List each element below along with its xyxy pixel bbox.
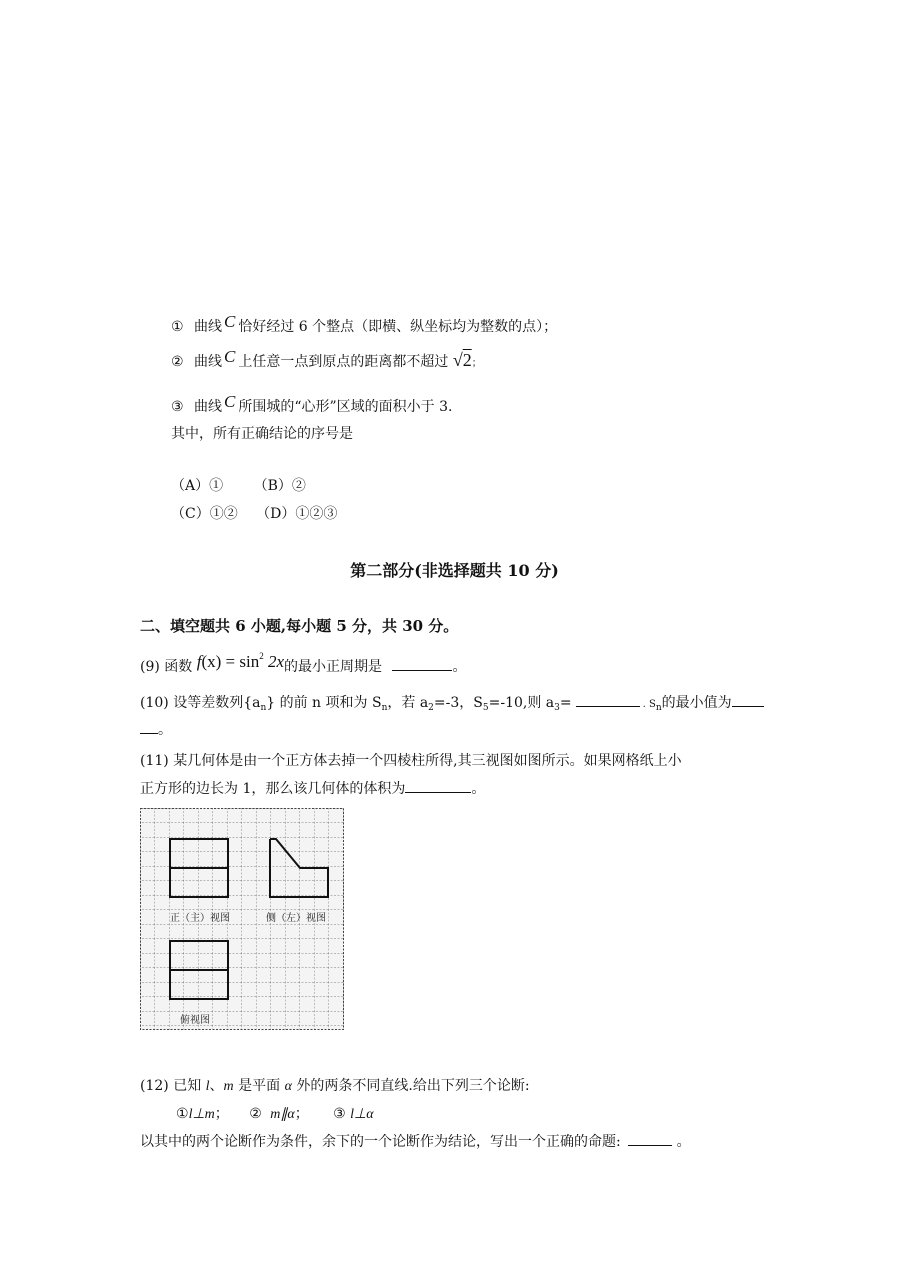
question-12-conditions <box>176 1104 374 1125</box>
math-var: C <box>224 392 236 411</box>
sqrt-expression: √2 <box>452 350 472 370</box>
q12-answer-blank[interactable] <box>628 1132 672 1146</box>
part2-title: 第二部分(非选择题共 10 分) <box>350 561 559 580</box>
q10-text: 的最小值为 <box>661 695 732 711</box>
q10-answer-blank-2-cont[interactable] <box>140 720 158 734</box>
q10-sub: n <box>655 703 662 713</box>
q12-text: 是平面 <box>233 1078 281 1094</box>
q12-var-m: m <box>223 1079 234 1094</box>
item-text: 曲线 <box>194 319 223 335</box>
question-12-line-1 <box>140 1076 530 1097</box>
q10-text: } 的前 n 项和为 S <box>266 695 382 711</box>
item-marker: ② <box>171 354 184 370</box>
item-end: ； <box>471 358 482 369</box>
q9-end: 。 <box>452 659 467 675</box>
q10-sub: 2 <box>428 703 434 713</box>
q10-text: ，若 a <box>387 695 429 711</box>
q10-sub: n <box>260 703 267 713</box>
condition-3: l⊥α <box>350 1107 374 1122</box>
q10-answer-blank-1[interactable] <box>576 693 640 707</box>
section2-heading: 二、填空题共 6 小题,每小题 5 分，共 30 分。 <box>140 617 459 635</box>
item-text: 曲线 <box>194 354 223 370</box>
question-12-line-3 <box>140 1132 691 1152</box>
question-11-line-2 <box>140 779 485 799</box>
q10-end: 。 <box>158 722 172 738</box>
condition-1: l⊥m <box>188 1107 215 1122</box>
option-b: （B）② <box>253 478 306 494</box>
q12-text: ； <box>214 1106 229 1122</box>
item-text: 上任意一点到原点的距离都不超过 <box>238 354 449 370</box>
q12-text: ； <box>294 1106 309 1122</box>
condition-3-marker: ③ <box>333 1106 346 1122</box>
sqrt-radicand: 2 <box>462 350 472 370</box>
three-view-figure <box>140 808 344 1030</box>
q12-text: (12) 已知 <box>140 1078 202 1094</box>
question-11-line-1: (11) 某几何体是由一个正方体去掉一个四棱柱所得,其三视图如图所示。如果网格纸上小 <box>140 753 682 769</box>
top-view-label: 俯视图 <box>180 1015 210 1026</box>
item-marker: ③ <box>171 399 184 415</box>
item-marker: ① <box>171 319 184 335</box>
q10-sub: n <box>381 703 388 713</box>
q12-text: 外的两条不同直线.给出下列三个论断: <box>291 1078 530 1094</box>
question-10 <box>140 693 764 718</box>
option-a: （A）① <box>171 478 224 494</box>
front-view-label: 正（主）视图 <box>170 913 230 924</box>
q8-prompt: 其中，所有正确结论的序号是 <box>171 426 353 442</box>
q9-text: 的最小正周期是 <box>284 659 383 675</box>
q10-text: . S <box>642 699 656 710</box>
side-view-label: 侧（左）视图 <box>266 913 326 924</box>
item-text: 所围城的“心形”区域的面积小于 3. <box>238 399 453 415</box>
three-view-svg <box>140 808 344 1030</box>
q9-answer-blank[interactable] <box>392 657 452 671</box>
q8-options-row-2 <box>171 504 337 524</box>
option-c: （C）①② <box>171 506 238 522</box>
condition-2: m∥α <box>270 1107 295 1122</box>
q8-item-2 <box>171 347 482 374</box>
q12-end: 。 <box>676 1134 691 1150</box>
q10-sub: 3 <box>554 703 560 713</box>
q10-sub: 5 <box>482 703 489 713</box>
q8-item-1 <box>171 312 558 337</box>
q9-formula: $f(x) = \sin^2 2x$ <box>196 651 285 671</box>
question-10-cont <box>140 720 172 740</box>
math-var: C <box>224 347 236 366</box>
q12-text: 以其中的两个论断作为条件，余下的一个论断作为结论，写出一个正确的命题: <box>140 1134 621 1150</box>
q8-options-row-1 <box>171 476 306 496</box>
q10-answer-blank-2[interactable] <box>732 693 764 707</box>
q8-item-3 <box>171 392 453 417</box>
option-d: （D）①②③ <box>256 506 338 522</box>
q10-text: =-3，S <box>433 695 483 711</box>
q9-number: (9) 函数 <box>140 659 193 675</box>
q10-text: (10) 设等差数列{a <box>140 695 261 711</box>
q10-text: =-10,则 a <box>488 695 555 711</box>
item-text: 恰好经过 6 个整点（即横、纵坐标均为整数的点）； <box>238 319 558 335</box>
q10-text: = <box>559 695 572 711</box>
q12-var-l: l <box>205 1079 210 1094</box>
q12-text: 、 <box>209 1078 224 1094</box>
q12-var-alpha: α <box>284 1079 292 1094</box>
math-var: C <box>224 312 236 331</box>
q11-end: 。 <box>471 781 486 797</box>
question-9 <box>140 650 466 677</box>
condition-1-marker: ① <box>176 1106 189 1122</box>
q11-answer-blank[interactable] <box>405 779 471 793</box>
item-text: 曲线 <box>194 399 223 415</box>
condition-2-marker: ② <box>249 1106 262 1122</box>
q11-text: 正方形的边长为 1，那么该几何体的体积为 <box>140 781 406 797</box>
